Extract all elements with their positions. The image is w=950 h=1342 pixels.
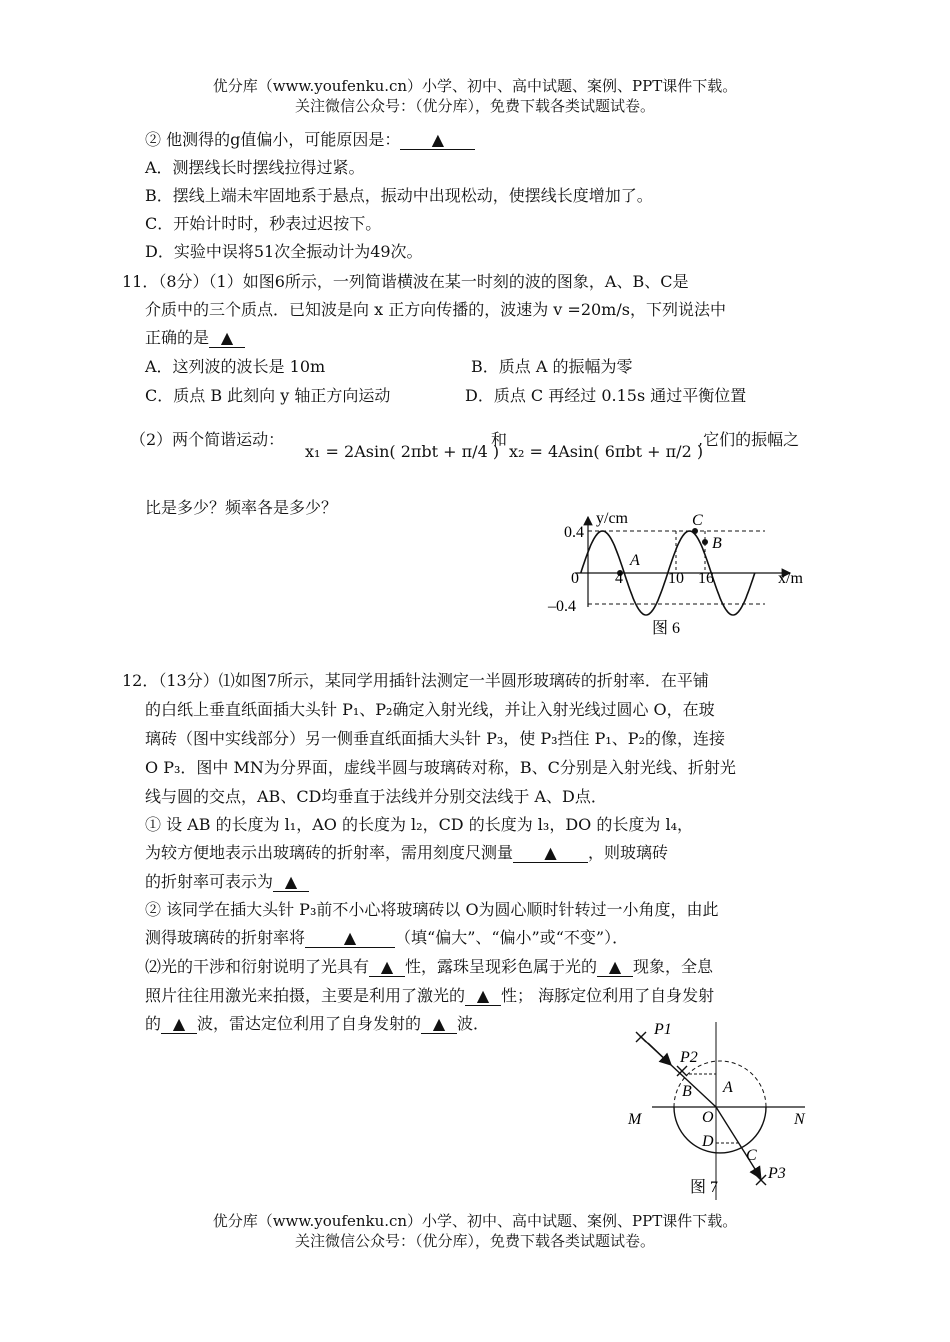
q11-part2-line-2: 比是多少？频率各是多少？ [145, 498, 338, 517]
figure-7-caption: 图 7 [690, 1179, 719, 1196]
label-c: C [746, 1147, 757, 1164]
formula-x2: x₂ = 4Asin( 6πbt + π/2 ) [509, 442, 704, 461]
q11-line-1: 11．（8分）（1）如图6所示，一列简谐横波在某一时刻的波的图象，A、B、C是 [122, 272, 689, 291]
q12-line-11: ⑵光的干涉和衍射说明了光具有 ▲ 性，露珠呈现彩色属于光的 ▲ 现象，全息 [145, 957, 714, 976]
header-line-2: 关注微信公众号：（优分库），免费下载各类试题试卷。 [294, 97, 655, 115]
answer-blank[interactable]: ▲ [369, 958, 405, 977]
origin-label: 0 [571, 570, 579, 587]
incident-arrow [648, 1043, 670, 1064]
label-p2: P2 [680, 1049, 698, 1066]
page-header [0, 76, 950, 116]
x-tick-16: 16 [698, 570, 714, 587]
q12-line-4: O P₃．图中 MN为分界面，虚线半圆与玻璃砖对称，B、C分别是入射光线、折射光 [145, 758, 736, 777]
label-p3: P3 [768, 1165, 786, 1182]
q12-line-3: 璃砖（图中实线部分）另一侧垂直纸面插大头针 P₃，使 P₃挡住 P₁、P₂的像，连接 [145, 729, 725, 748]
x-tick-10: 10 [668, 570, 684, 587]
q11-option-c: C．质点 B 此刻向 y 轴正方向运动 [145, 386, 391, 405]
point-b [702, 539, 708, 545]
answer-blank[interactable]: ▲ [400, 131, 475, 150]
answer-blank[interactable]: ▲ [465, 987, 501, 1006]
q10-option-b: B．摆线上端未牢固地系于悬点，振动中出现松动，使摆线长度增加了。 [145, 186, 653, 205]
page-footer [0, 1211, 950, 1251]
q10-option-d: D．实验中误将51次全振动计为49次。 [145, 242, 423, 261]
label-p1: P1 [654, 1021, 672, 1038]
pin-p3-mark [756, 1175, 766, 1185]
q10-option-c: C．开始计时时，秒表过迟按下。 [145, 214, 382, 233]
label-d: D [702, 1133, 714, 1150]
x-axis-label: x/m [778, 570, 803, 587]
figure-6-caption: 图 6 [652, 620, 681, 637]
x-tick-4: 4 [615, 570, 623, 587]
y-tick-bottom: –0.4 [548, 598, 576, 615]
label-o: O [702, 1109, 714, 1126]
q10-stem: ② 他测得的g值偏小，可能原因是： ▲ [145, 130, 475, 150]
q10-option-a: A．测摆线长时摆线拉得过紧。 [145, 158, 365, 177]
q11-option-b: B．质点 A 的振幅为零 [471, 357, 633, 376]
formula-x1: x₁ = 2Asin( 2πbt + π/4 ) [305, 442, 500, 461]
answer-blank[interactable]: ▲ [209, 329, 245, 348]
label-b: B [712, 535, 722, 552]
header-line-1: 优分库（www.youfenku.cn）小学、初中、高中试题、案例、PPT课件下载。 [212, 77, 738, 95]
footer-line-2: 关注微信公众号：（优分库），免费下载各类试题试卷。 [294, 1232, 655, 1250]
pin-p1-mark [636, 1032, 646, 1042]
q12-line-8: 的折射率可表示为 ▲ [145, 872, 309, 892]
q12-line-7: 为较方便地表示出玻璃砖的折射率，需用刻度尺测量 ▲ ，则玻璃砖 [145, 843, 669, 862]
answer-blank[interactable]: ▲ [421, 1015, 457, 1034]
label-c: C [692, 512, 703, 529]
label-b: B [682, 1083, 692, 1100]
label-a: A [723, 1079, 733, 1096]
q12-line-1: 12．（13分）⑴如图7所示，某同学用插针法测定一半圆形玻璃砖的折射率．在平铺 [122, 671, 709, 690]
answer-blank[interactable]: ▲ [597, 958, 633, 977]
q11-part2-suffix: ,它们的振幅之 [698, 430, 800, 449]
q12-line-5: 线与圆的交点，AB、CD均垂直于法线并分别交法线于 A、D点． [145, 787, 607, 806]
figure-6-wave-graph [540, 505, 820, 645]
y-tick-top: 0.4 [564, 524, 584, 541]
q12-line-9: ② 该同学在插大头针 P₃前不小心将玻璃砖以 O为圆心顺时针转过一小角度，由此 [145, 900, 719, 919]
q11-option-a: A．这列波的波长是 10m [145, 357, 326, 376]
answer-blank[interactable]: ▲ [273, 873, 309, 892]
q12-line-12: 照片往往用激光来拍摄，主要是利用了激光的 ▲ 性； 海豚定位利用了自身发射 [145, 986, 715, 1005]
q11-line-2: 介质中的三个质点．已知波是向 x 正方向传播的，波速为 v =20m/s，下列说法中 [145, 300, 726, 319]
q11-line-3: 正确的是 ▲ [145, 328, 245, 348]
q12-line-6: ① 设 AB 的长度为 l₁，AO 的长度为 l₂，CD 的长度为 l₃，DO 的长度为 l₄， [145, 815, 693, 834]
q11-and: 和 [491, 430, 508, 449]
q12-line-10: 测得玻璃砖的折射率将 ▲ （填“偏大”、“偏小”或“不变”）． [145, 928, 629, 947]
q12-line-2: 的白纸上垂直纸面插大头针 P₁、P₂确定入射光线，并让入射光线过圆心 O，在玻 [145, 700, 715, 719]
q12-line-13: 的 ▲ 波，雷达定位利用了自身发射的 ▲ 波． [145, 1014, 490, 1033]
label-a: A [630, 552, 640, 569]
figure-7-glass-refraction [620, 1020, 820, 1205]
y-axis-label: y/cm [596, 510, 628, 527]
answer-blank[interactable]: ▲ [161, 1015, 197, 1034]
refracted-ray [716, 1107, 760, 1177]
label-n: N [794, 1111, 805, 1128]
q11-part2-prefix: （2）两个简谐运动： [130, 430, 285, 449]
label-m: M [628, 1111, 642, 1128]
q11-option-d: D．质点 C 再经过 0.15s 通过平衡位置 [465, 386, 747, 405]
footer-line-1: 优分库（www.youfenku.cn）小学、初中、高中试题、案例、PPT课件下载。 [212, 1212, 738, 1230]
answer-blank[interactable]: ▲ [305, 929, 395, 948]
answer-blank[interactable]: ▲ [513, 844, 588, 863]
